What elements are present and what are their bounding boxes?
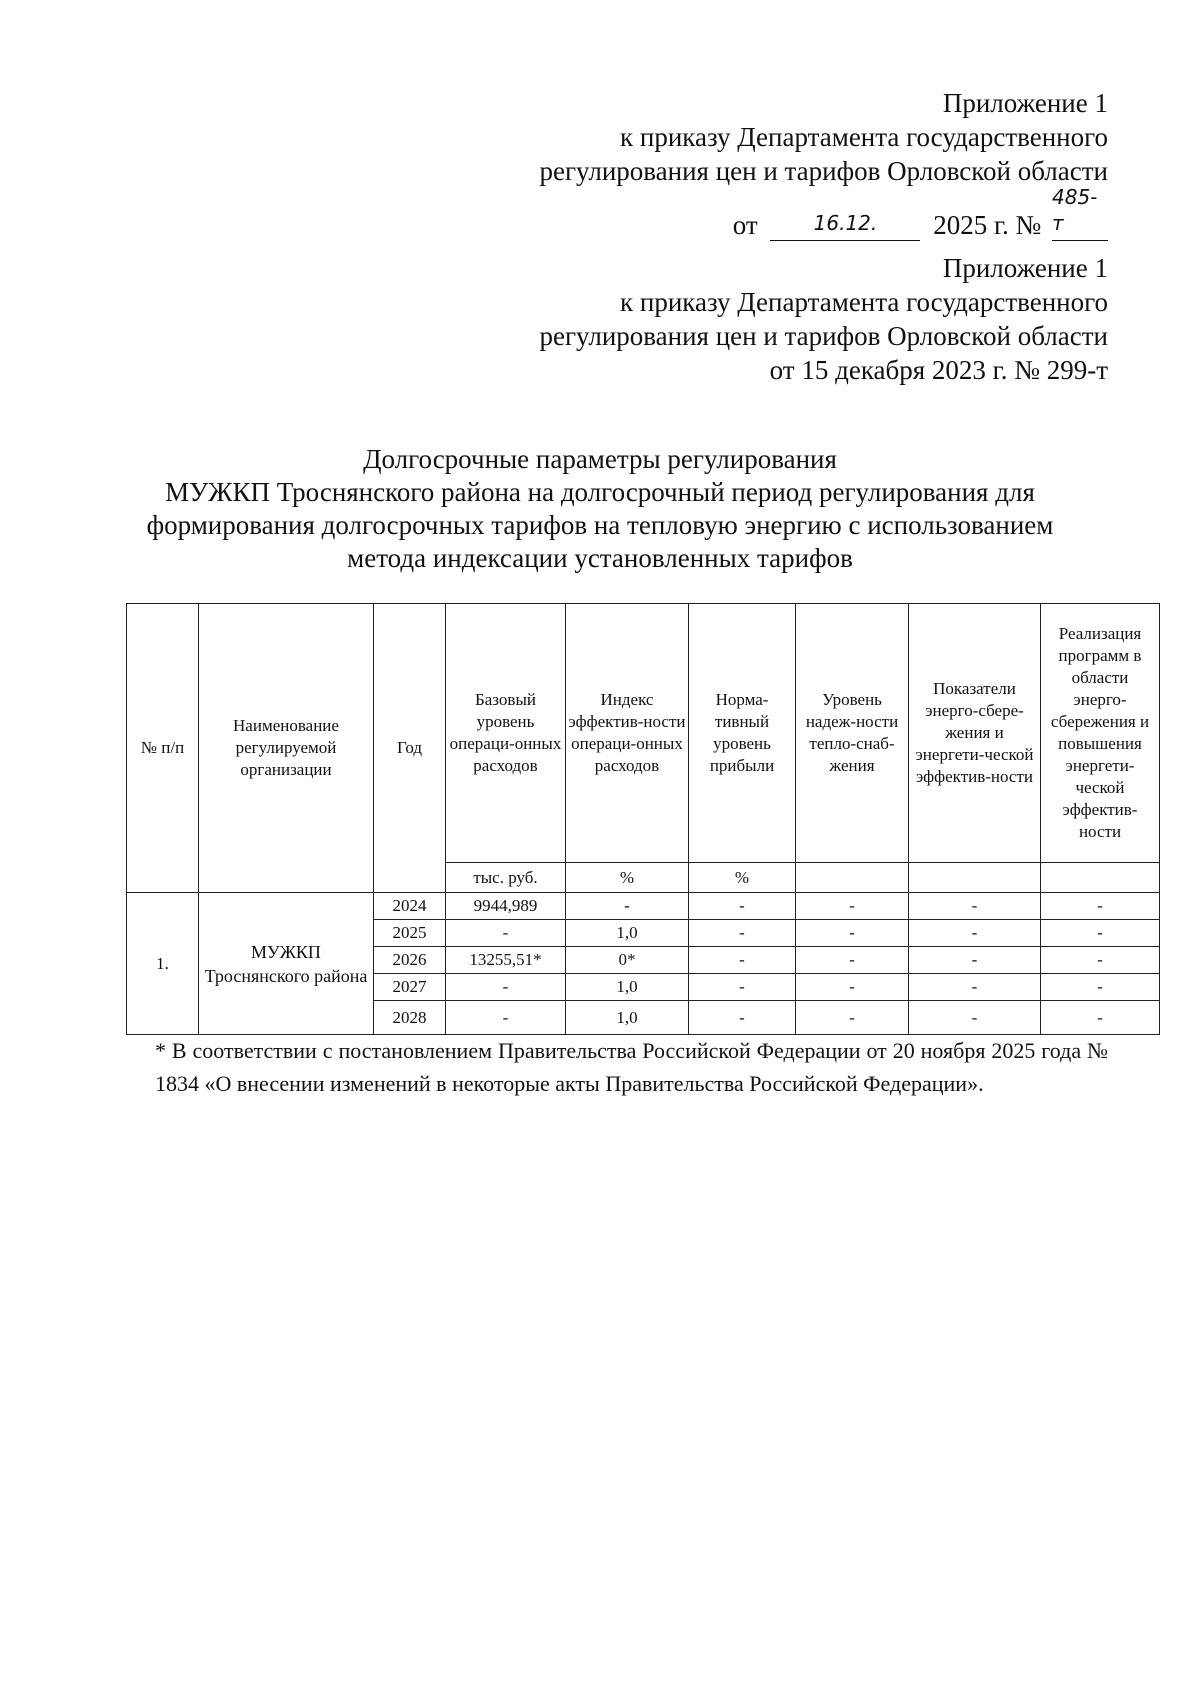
cell-base: 9944,989	[446, 893, 566, 920]
org-name: МУЖКП Троснянского района	[199, 893, 374, 1035]
header-base: Базовый уровень операци-онных расходов	[446, 604, 566, 863]
document-title	[60, 443, 1140, 575]
header-profit: Норма-тивный уровень прибыли	[689, 604, 796, 863]
cell-programs: -	[1041, 974, 1160, 1001]
cell-reliability: -	[796, 1001, 909, 1035]
cell-year: 2026	[374, 947, 446, 974]
parameters-table-wrapper	[126, 603, 1159, 1035]
annex-old-line3: регулирования цен и тарифов Орловской области	[539, 321, 1108, 351]
unit-energy	[909, 863, 1041, 893]
handwritten-date: 16.12.	[813, 211, 878, 235]
cell-year: 2024	[374, 893, 446, 920]
cell-profit: -	[689, 920, 796, 947]
annex-old-block	[539, 251, 1108, 387]
annex-new-date-line	[539, 185, 1108, 242]
title-line3: формирования долгосрочных тарифов на тепловую энергию с использованием	[146, 510, 1054, 540]
cell-energy: -	[909, 974, 1041, 1001]
cell-base: 13255,51*	[446, 947, 566, 974]
title-line1: Долгосрочные параметры регулирования	[363, 444, 837, 474]
cell-index: 1,0	[566, 920, 689, 947]
header-programs: Реализация программ в области энерго-сбережения и повышения энергети-ческой эффектив-ности	[1041, 604, 1160, 863]
annex-old-title: Приложение 1	[942, 253, 1108, 283]
annex-new-date-prefix: от	[732, 210, 758, 240]
footnote: * В соответствии с постановлением Правительства Российской Федерации от 20 ноября 2025 года № 1834 «О внесении изменений в некоторые акты Правительства Российской Федерации».	[155, 1038, 1108, 1096]
annex-new-line2: к приказу Департамента государственного	[620, 122, 1108, 152]
title-line2: МУЖКП Троснянского района на долгосрочный период регулирования для	[165, 477, 1035, 507]
annex-old-line4: от 15 декабря 2023 г. № 299-т	[769, 355, 1108, 385]
cell-base: -	[446, 920, 566, 947]
cell-index: 1,0	[566, 974, 689, 1001]
annex-new-year-text: 2025 г. №	[933, 210, 1042, 240]
annex-new-title: Приложение 1	[942, 88, 1108, 118]
header-energy: Показатели энерго-сбере-жения и энергети-ческой эффектив-ности	[909, 604, 1041, 863]
annex-new-block	[539, 86, 1108, 242]
cell-reliability: -	[796, 947, 909, 974]
annex-old-line2: к приказу Департамента государственного	[620, 287, 1108, 317]
cell-programs: -	[1041, 893, 1160, 920]
cell-year: 2028	[374, 1001, 446, 1035]
unit-index: %	[566, 863, 689, 893]
unit-reliability	[796, 863, 909, 893]
cell-profit: -	[689, 974, 796, 1001]
header-num: № п/п	[127, 604, 199, 893]
parameters-table	[126, 603, 1160, 1035]
table-header-row	[127, 604, 1160, 863]
handwritten-number: 485-т	[1052, 185, 1098, 235]
header-reliability: Уровень надеж-ности тепло-снаб-жения	[796, 604, 909, 863]
cell-index: 0*	[566, 947, 689, 974]
header-index: Индекс эффектив-ности операци-онных расходов	[566, 604, 689, 863]
cell-base: -	[446, 1001, 566, 1035]
cell-reliability: -	[796, 920, 909, 947]
org-number: 1.	[127, 893, 199, 1035]
cell-reliability: -	[796, 893, 909, 920]
unit-profit: %	[689, 863, 796, 893]
cell-reliability: -	[796, 974, 909, 1001]
unit-base: тыс. руб.	[446, 863, 566, 893]
cell-index: 1,0	[566, 1001, 689, 1035]
title-line4: метода индексации установленных тарифов	[347, 543, 853, 573]
cell-year: 2027	[374, 974, 446, 1001]
handwritten-date-field	[770, 211, 920, 241]
cell-energy: -	[909, 920, 1041, 947]
cell-profit: -	[689, 893, 796, 920]
cell-index: -	[566, 893, 689, 920]
annex-new-line3: регулирования цен и тарифов Орловской области	[539, 156, 1108, 186]
cell-programs: -	[1041, 1001, 1160, 1035]
cell-profit: -	[689, 1001, 796, 1035]
cell-energy: -	[909, 947, 1041, 974]
cell-energy: -	[909, 1001, 1041, 1035]
header-year: Год	[374, 604, 446, 893]
cell-base: -	[446, 974, 566, 1001]
header-org: Наименование регулируемой организации	[199, 604, 374, 893]
cell-energy: -	[909, 893, 1041, 920]
cell-programs: -	[1041, 947, 1160, 974]
cell-profit: -	[689, 947, 796, 974]
cell-programs: -	[1041, 920, 1160, 947]
cell-year: 2025	[374, 920, 446, 947]
table-row	[127, 893, 1160, 920]
handwritten-number-field	[1052, 185, 1108, 241]
unit-programs	[1041, 863, 1160, 893]
